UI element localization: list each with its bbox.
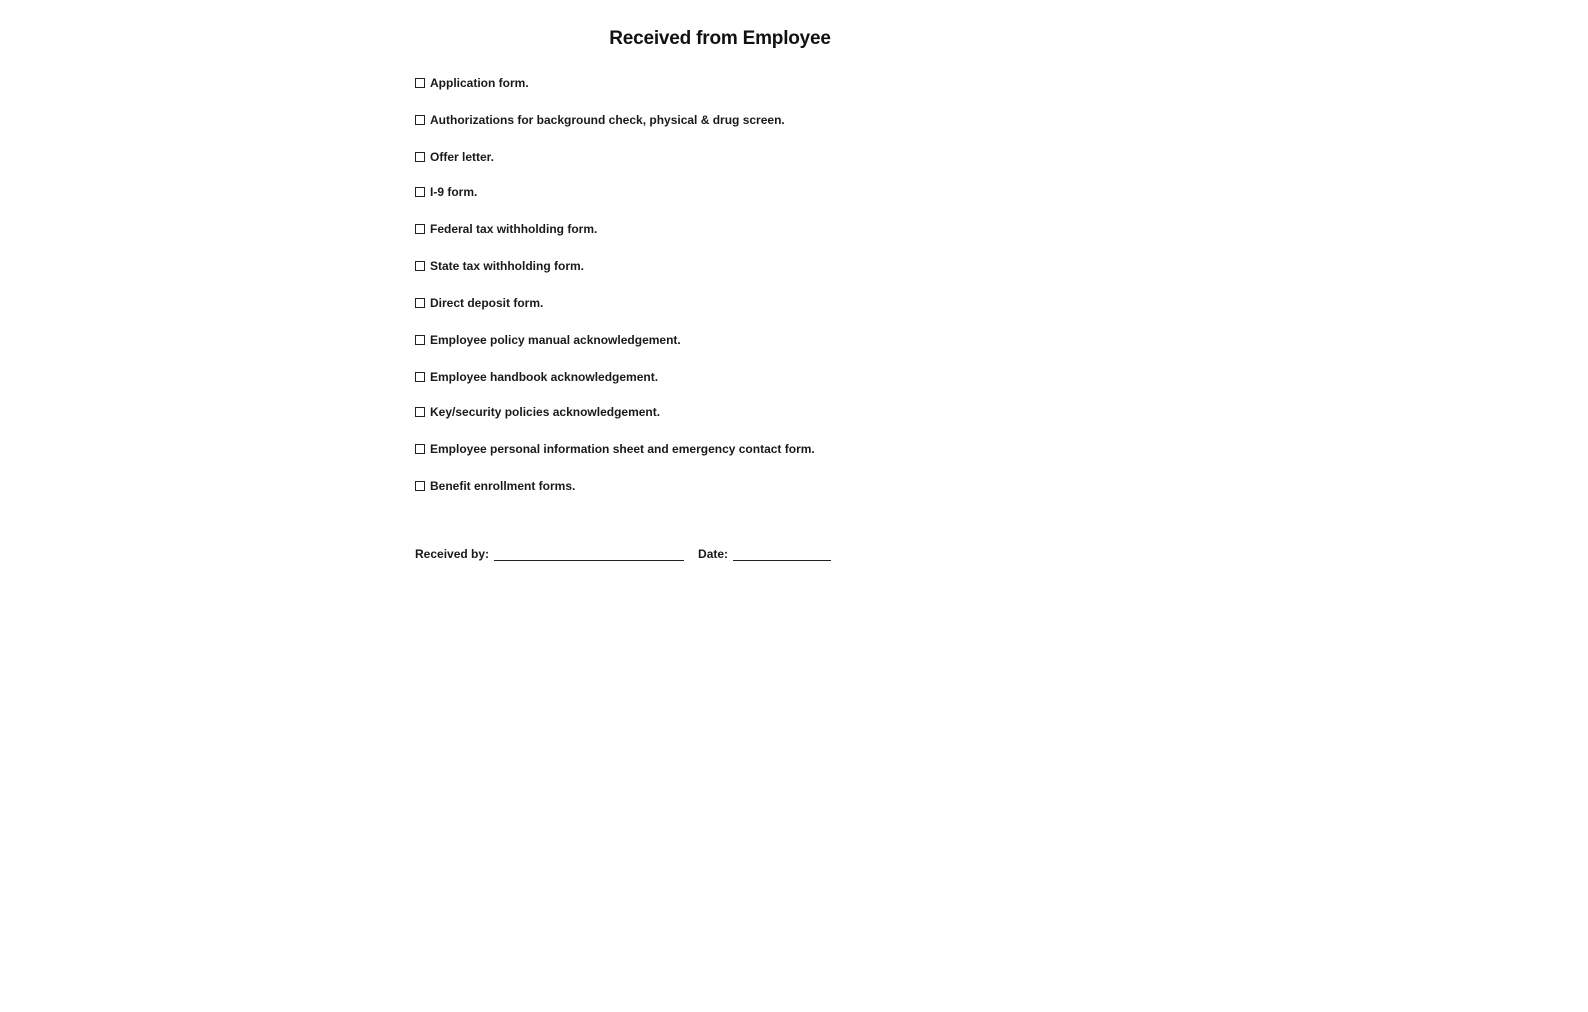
received-by-label: Received by: <box>415 547 490 561</box>
checklist-item-label: Employee personal information sheet and emergency contact form. <box>430 442 815 456</box>
checklist-item[interactable] <box>415 257 584 275</box>
checkbox[interactable] <box>415 115 425 125</box>
checklist-item[interactable] <box>415 220 597 238</box>
checklist-item-label: Employee policy manual acknowledgement. <box>430 333 681 347</box>
checklist-item[interactable] <box>415 440 815 458</box>
checklist-item-label: Direct deposit form. <box>430 296 544 310</box>
checklist-item-label: State tax withholding form. <box>430 259 585 273</box>
checklist-item[interactable] <box>415 183 477 201</box>
received-by-field[interactable] <box>494 548 684 561</box>
checklist-item-label: Offer letter. <box>430 150 495 164</box>
checklist-item-label: I-9 form. <box>430 185 478 199</box>
checklist-item-label: Application form. <box>430 76 529 90</box>
date-field[interactable] <box>733 548 831 561</box>
checkbox[interactable] <box>415 444 425 454</box>
checklist-item[interactable] <box>415 74 529 92</box>
checkbox[interactable] <box>415 261 425 271</box>
checkbox[interactable] <box>415 407 425 417</box>
checkbox[interactable] <box>415 187 425 197</box>
checklist-item[interactable] <box>415 368 658 386</box>
checkbox[interactable] <box>415 78 425 88</box>
checklist-item[interactable] <box>415 148 494 166</box>
checklist-item-label: Benefit enrollment forms. <box>430 479 576 493</box>
signature-row <box>415 547 831 561</box>
checkbox[interactable] <box>415 224 425 234</box>
checkbox[interactable] <box>415 298 425 308</box>
checklist-item-label: Authorizations for background check, physical & drug screen. <box>430 113 785 127</box>
checklist-item[interactable] <box>415 331 681 349</box>
date-label: Date: <box>698 547 729 561</box>
checklist-item-label: Key/security policies acknowledgement. <box>430 405 661 419</box>
checklist-item[interactable] <box>415 111 785 129</box>
checklist-item[interactable] <box>415 477 575 495</box>
checkbox[interactable] <box>415 335 425 345</box>
checkbox[interactable] <box>415 481 425 491</box>
checklist-item-label: Federal tax withholding form. <box>430 222 598 236</box>
checklist-item[interactable] <box>415 403 660 421</box>
checklist-item[interactable] <box>415 294 543 312</box>
checkbox[interactable] <box>415 152 425 162</box>
page-title: Received from Employee <box>609 28 831 49</box>
checklist-item-label: Employee handbook acknowledgement. <box>430 370 659 384</box>
checkbox[interactable] <box>415 372 425 382</box>
